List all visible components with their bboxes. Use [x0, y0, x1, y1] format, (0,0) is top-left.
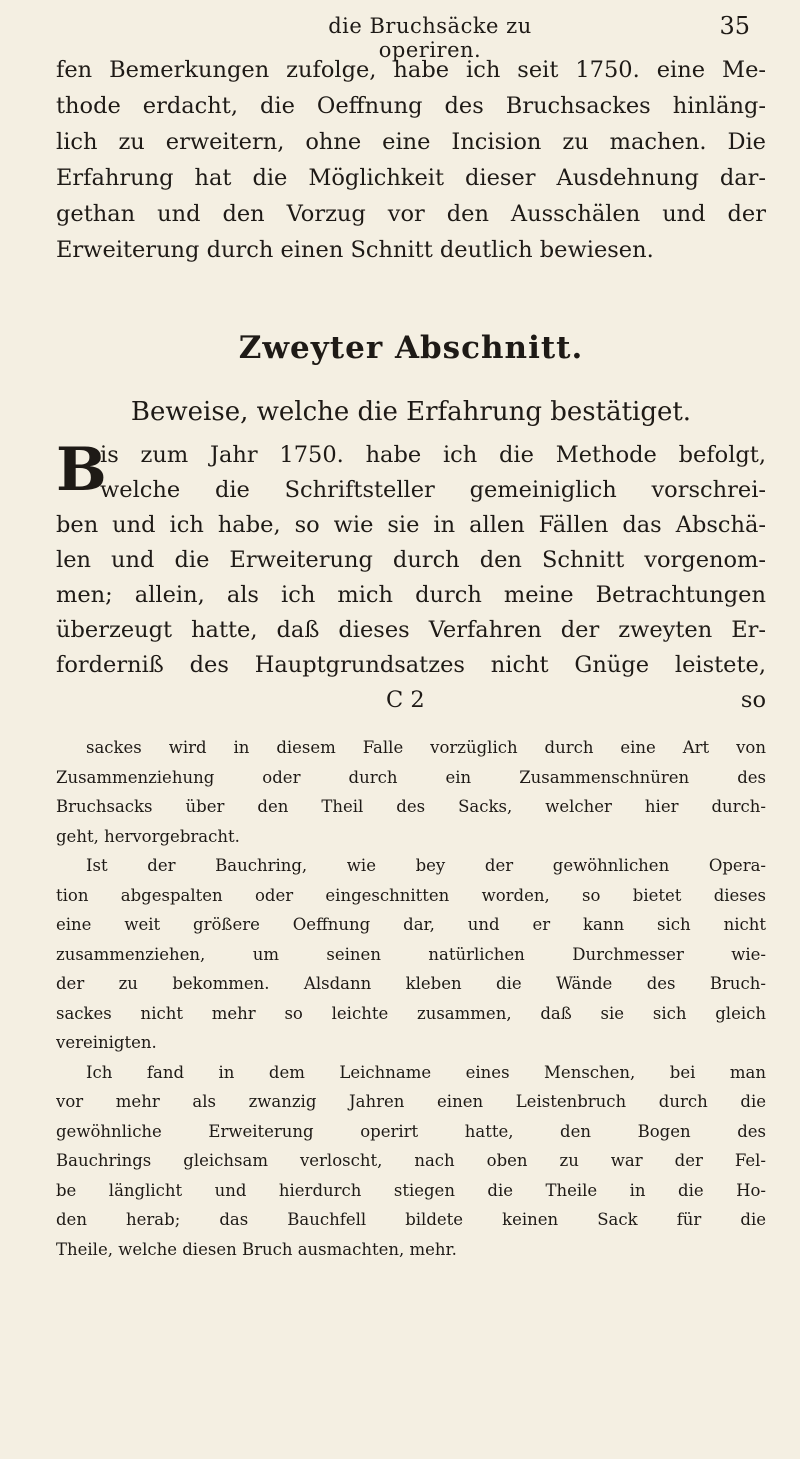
- footnote-line: der zu bekommen. Alsdann kleben die Wände des Bruch-: [56, 974, 766, 993]
- text-line: lich zu erweitern, ohne eine Incision zu machen. Die: [56, 129, 766, 155]
- drop-initial: B: [56, 435, 107, 505]
- footnote-line: geht, hervorgebracht.: [56, 826, 240, 846]
- intro-paragraph: [56, 52, 766, 268]
- text-line: überzeugt hatte, daß dieses Verfahren der zweyten Er-: [56, 617, 766, 643]
- footnote-line: sackes wird in diesem Falle vorzüglich durch eine Art von: [86, 738, 766, 757]
- footnotes: [56, 733, 766, 1264]
- text-line: gethan und den Vorzug vor den Ausschälen und der: [56, 201, 766, 227]
- signature-mark: C 2: [386, 687, 425, 713]
- footnote-line: gewöhnliche Erweiterung operirt hatte, den Bogen des: [56, 1121, 766, 1141]
- text-line: ben und ich habe, so wie sie in allen Fällen das Abschä-: [56, 512, 766, 538]
- footnote-line: zusammenziehen, um seinen natürlichen Durchmesser wie-: [56, 944, 766, 964]
- footnote-line: Bauchrings gleichsam verloscht, nach oben zu war der Fel-: [56, 1151, 766, 1170]
- text-line: Erfahrung hat die Möglichkeit dieser Ausdehnung dar-: [56, 165, 766, 191]
- footnote-line: vor mehr als zwanzig Jahren einen Leistenbruch durch die: [56, 1092, 766, 1111]
- footnote-line: tion abgespalten oder eingeschnitten worden, so bietet dieses: [56, 885, 766, 905]
- footnote-line: sackes nicht mehr so leichte zusammen, daß sie sich gleich: [56, 1003, 766, 1023]
- text-line: len und die Erweiterung durch den Schnitt vorgenom-: [56, 547, 766, 573]
- section-paragraph: [56, 435, 766, 683]
- running-title: die Bruchsäcke zu operiren.: [328, 14, 532, 62]
- text-line: men; allein, als ich mich durch meine Betrachtungen: [56, 582, 766, 608]
- footnote-line: be länglicht und hierdurch stiegen die Theile in die Ho-: [56, 1180, 766, 1200]
- footnote-line: eine weit größere Oeffnung dar, und er kann sich nicht: [56, 915, 766, 934]
- text-line: Erweiterung durch einen Schnitt deutlich bewiesen.: [56, 237, 654, 263]
- text-line: forderniß des Hauptgrundsatzes nicht Gnüge leistete,: [56, 652, 766, 678]
- section-heading: Zweyter Abschnitt.: [238, 330, 584, 366]
- text-line: fen Bemerkungen zufolge, habe ich seit 1750. eine Me-: [56, 57, 766, 83]
- page-number: 35: [719, 12, 750, 40]
- footnote-line: Theile, welche diesen Bruch ausmachten, mehr.: [56, 1239, 457, 1259]
- footnote-line: den herab; das Bauchfell bildete keinen Sack für die: [56, 1210, 766, 1229]
- footnote-line: vereinigten.: [56, 1033, 157, 1052]
- section-subheading: Beweise, welche die Erfahrung bestätiget.: [130, 397, 692, 427]
- footnote-line: Bruchsacks über den Theil des Sacks, welcher hier durch-: [56, 797, 766, 816]
- footnote-line: Zusammenziehung oder durch ein Zusammenschnüren des: [56, 767, 766, 787]
- text-line: thode erdacht, die Oeffnung des Bruchsackes hinläng-: [56, 93, 766, 119]
- text-line: is zum Jahr 1750. habe ich die Methode befolgt,: [100, 442, 766, 468]
- catchword: so: [740, 687, 766, 713]
- running-head: [0, 4, 800, 62]
- signature-line: [56, 683, 766, 717]
- footnote-line: Ist der Bauchring, wie bey der gewöhnlichen Opera-: [86, 856, 766, 875]
- text-line: welche die Schriftsteller gemeiniglich vorschrei-: [100, 477, 766, 503]
- footnote-line: Ich fand in dem Leichname eines Menschen, bei man: [86, 1062, 766, 1082]
- body-text: [56, 52, 766, 1264]
